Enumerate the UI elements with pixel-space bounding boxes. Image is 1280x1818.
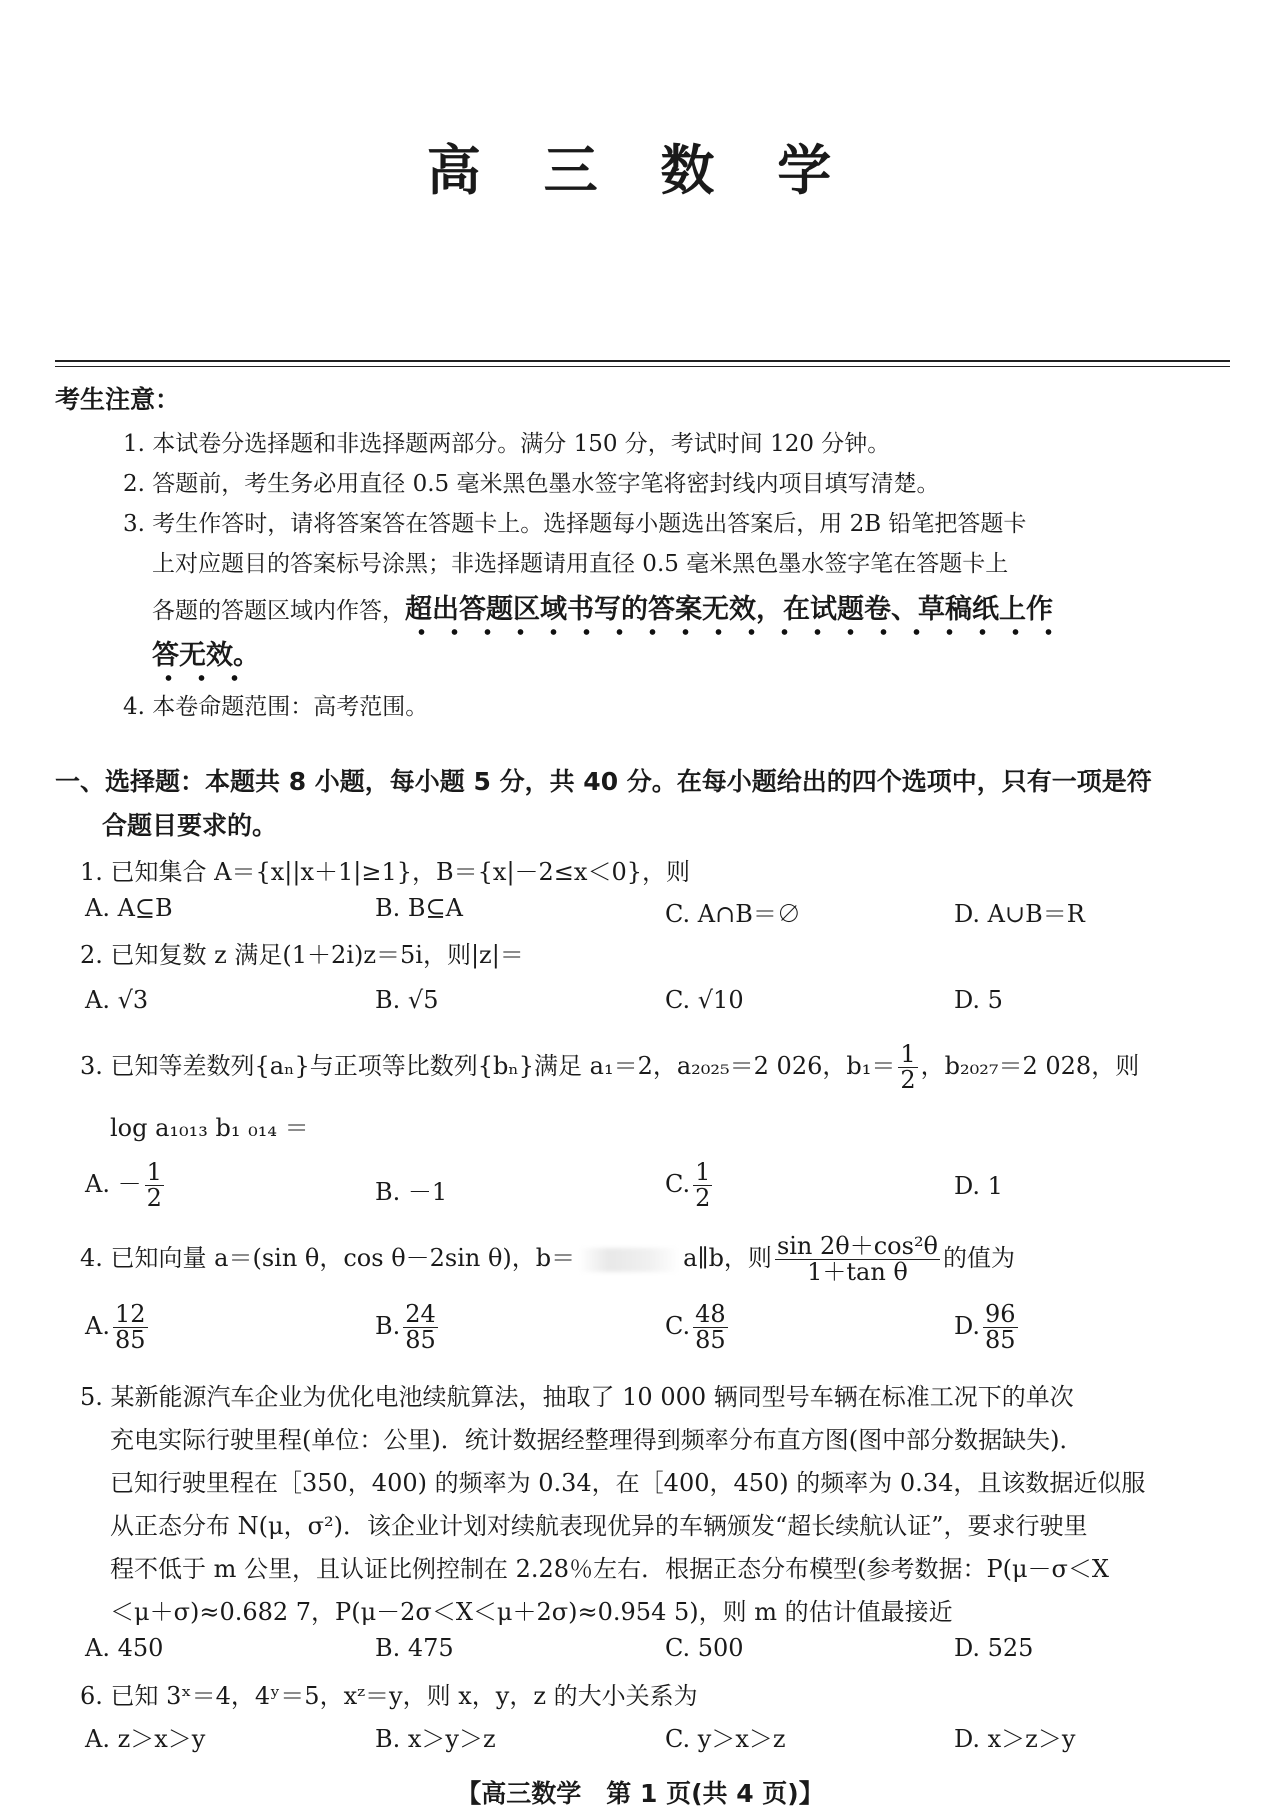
question-5-line-5: 程不低于 m 公里，且认证比例控制在 2.28％左右．根据正态分布模型(参考数据：P(μ－σ＜X bbox=[110, 1555, 1110, 1583]
question-2-option-d: D. 5 bbox=[954, 986, 1003, 1014]
question-1-option-d: D. A∪B＝R bbox=[954, 900, 1085, 928]
option-fraction bbox=[693, 1302, 728, 1353]
fraction-denominator: 85 bbox=[114, 1326, 146, 1355]
section-heading-cont: 合题目要求的。 bbox=[102, 811, 278, 840]
fraction-denominator: 85 bbox=[695, 1326, 726, 1355]
notice-item-3-cont3 bbox=[152, 633, 260, 672]
question-3-fraction bbox=[898, 1042, 917, 1093]
question-6-stem: 6. 已知 3ˣ＝4，4ʸ＝5，xᶻ＝y，则 x，y，z 的大小关系为 bbox=[80, 1682, 698, 1710]
header-rule-thin bbox=[55, 366, 1230, 367]
question-3-stem-part-b: ，b₂₀₂₇＝2 028，则 bbox=[920, 1052, 1140, 1081]
question-3-option-d: D. 1 bbox=[954, 1172, 1003, 1200]
header-rule-thick bbox=[55, 360, 1230, 362]
question-2-stem: 2. 已知复数 z 满足(1＋2i)z＝5i，则|z|＝ bbox=[80, 941, 524, 969]
page-title: 高 三 数 学 bbox=[426, 139, 854, 202]
fraction-numerator: sin 2θ＋cos²θ bbox=[776, 1232, 939, 1260]
fraction-denominator: 2 bbox=[695, 1184, 711, 1213]
question-5-option-a: A. 450 bbox=[85, 1634, 164, 1662]
fraction-denominator: 85 bbox=[405, 1326, 436, 1355]
fraction-denominator: 85 bbox=[985, 1326, 1016, 1355]
fraction-numerator: 12 bbox=[114, 1300, 146, 1328]
question-5-line-3: 已知行驶里程在［350，400) 的频率为 0.34，在［400，450) 的频率为 0.34，且该数据近似服 bbox=[110, 1469, 1146, 1497]
question-1-option-a: A. A⊆B bbox=[85, 894, 173, 922]
question-6-option-a: A. z＞x＞y bbox=[85, 1725, 206, 1753]
fraction-denominator: 1＋tan θ bbox=[807, 1258, 908, 1287]
notice-warning-emphasis: 超出答题区域书写的答案无效，在试题卷、草稿纸上作 bbox=[405, 594, 1053, 637]
notice-item-2: 2. 答题前，考生务必用直径 0.5 毫米黑色墨水签字笔将密封线内项目填写清楚。 bbox=[123, 471, 940, 497]
question-5-option-c: C. 500 bbox=[665, 1634, 744, 1662]
option-prefix: C. bbox=[665, 1170, 691, 1199]
question-5-line-4: 从正态分布 N(μ，σ²)．该企业计划对续航表现优异的车辆颁发“超长续航认证”，要求行驶里 bbox=[110, 1512, 1088, 1540]
option-fraction bbox=[403, 1302, 438, 1353]
question-3-option-a bbox=[85, 1160, 167, 1211]
redacted-region bbox=[579, 1248, 679, 1272]
question-4-stem-part-a: 4. 已知向量 a＝(sin θ，cos θ－2sin θ)，b＝ bbox=[80, 1244, 576, 1273]
question-4-option-b: B. $\frac{24}{85}$ bbox=[375, 1300, 436, 1355]
question-6-option-c: C. y＞x＞z bbox=[665, 1725, 786, 1753]
question-5-line-6: ＜μ＋σ)≈0.682 7，P(μ－2σ＜X＜μ＋2σ)≈0.954 5)，则 m 的估计值最接近 bbox=[110, 1598, 953, 1626]
notice-item-1: 1. 本试卷分选择题和非选择题两部分。满分 150 分，考试时间 120 分钟。 bbox=[123, 431, 891, 457]
question-4-option-d: D. $\frac{96}{85}$ bbox=[954, 1300, 1016, 1355]
notice-item-4: 4. 本卷命题范围：高考范围。 bbox=[123, 694, 429, 720]
question-2-option-c: C. √10 bbox=[665, 986, 744, 1014]
notice-heading: 考生注意： bbox=[55, 385, 181, 414]
fraction-numerator: 48 bbox=[695, 1300, 726, 1328]
question-4-fraction bbox=[775, 1234, 940, 1285]
fraction-numerator: 24 bbox=[405, 1300, 436, 1328]
question-1-option-c: C. A∩B＝∅ bbox=[665, 900, 801, 928]
question-4-stem-part-c: 的值为 bbox=[943, 1244, 1016, 1273]
question-5-option-b: B. 475 bbox=[375, 1634, 454, 1662]
fraction-denominator: 2 bbox=[146, 1184, 162, 1213]
fraction-denominator: 2 bbox=[900, 1066, 916, 1095]
question-3-option-b: B. －1 bbox=[375, 1178, 448, 1206]
question-4-stem-part-b: a∥b，则 bbox=[683, 1244, 772, 1273]
question-3-stem-line2: log a₁₀₁₃ b₁ ₀₁₄ ＝ bbox=[110, 1114, 309, 1142]
notice-item-3-plain: 各题的答题区域内作答， bbox=[152, 598, 405, 624]
option-fraction bbox=[113, 1302, 148, 1353]
page-footer: 【高三数学 第 1 页(共 4 页)】 bbox=[456, 1779, 824, 1808]
question-6-option-b: B. x＞y＞z bbox=[375, 1725, 496, 1753]
notice-item-3-cont: 上对应题目的答案标号涂黑；非选择题请用直径 0.5 毫米黑色墨水签字笔在答题卡上 bbox=[152, 551, 1009, 577]
question-5-line-2: 充电实际行驶里程(单位：公里)．统计数据经整理得到频率分布直方图(图中部分数据缺失)． bbox=[110, 1426, 1084, 1454]
question-1-stem: 1. 已知集合 A＝{x||x＋1|≥1}，B＝{x|－2≤x＜0}，则 bbox=[80, 858, 690, 886]
question-4-stem bbox=[80, 1234, 1015, 1285]
question-6-option-d: D. x＞z＞y bbox=[954, 1725, 1076, 1753]
option-fraction bbox=[145, 1160, 164, 1211]
notice-warning-emphasis-end: 答无效。 bbox=[152, 640, 260, 683]
question-3-option-c bbox=[665, 1160, 715, 1211]
question-4-option-c: C. $\frac{48}{85}$ bbox=[665, 1300, 726, 1355]
option-fraction bbox=[693, 1160, 712, 1211]
question-3-stem bbox=[80, 1042, 1139, 1093]
fraction-numerator: 1 bbox=[695, 1158, 711, 1186]
notice-item-3-cont2 bbox=[152, 587, 1053, 626]
option-prefix: A. － bbox=[85, 1170, 142, 1199]
section-heading: 一、选择题：本题共 8 小题，每小题 5 分，共 40 分。在每小题给出的四个选项中，只有一项是符 bbox=[55, 767, 1152, 796]
fraction-numerator: 1 bbox=[146, 1158, 162, 1186]
question-2-option-a: A. √3 bbox=[85, 986, 149, 1014]
question-1-option-b: B. B⊆A bbox=[375, 894, 463, 922]
question-3-stem-part-a: 3. 已知等差数列{aₙ}与正项等比数列{bₙ}满足 a₁＝2，a₂₀₂₅＝2 026，b₁＝ bbox=[80, 1052, 896, 1081]
fraction-numerator: 1 bbox=[900, 1040, 916, 1068]
option-fraction bbox=[983, 1302, 1018, 1353]
question-2-option-b: B. √5 bbox=[375, 986, 439, 1014]
question-4-option-a: A. $\frac{12}{85}$ bbox=[85, 1300, 146, 1355]
notice-item-3: 3. 考生作答时，请将答案答在答题卡上。选择题每小题选出答案后，用 2B 铅笔把答题卡 bbox=[123, 511, 1027, 537]
question-5-line-1: 5. 某新能源汽车企业为优化电池续航算法，抽取了 10 000 辆同型号车辆在标准工况下的单次 bbox=[80, 1383, 1074, 1411]
fraction-numerator: 96 bbox=[985, 1300, 1016, 1328]
question-5-option-d: D. 525 bbox=[954, 1634, 1034, 1662]
